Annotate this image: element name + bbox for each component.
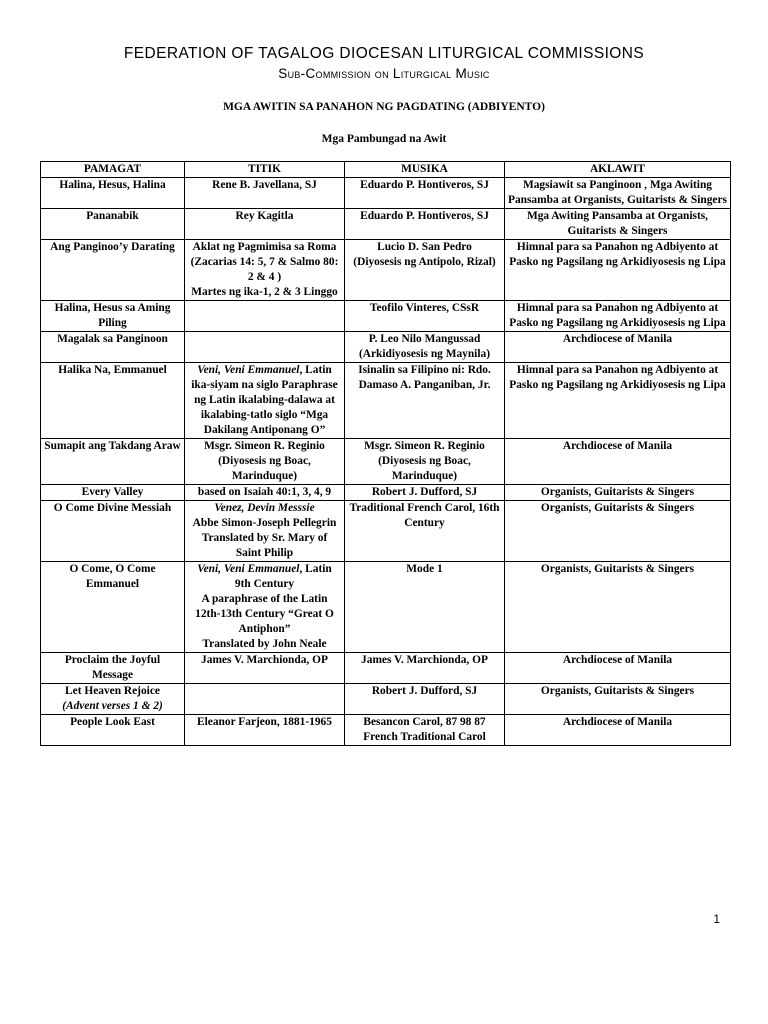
cell-musika [345,363,505,439]
cell-text: (Arkidiyosesis ng Maynila) [358,348,490,360]
cell-musika [345,501,505,562]
cell-aklawit [505,363,731,439]
cell-text: Archdiocese of Manila [562,716,673,728]
cell-text: Magsiawit sa Panginoon , Mga Awiting Pansamba at Organists, Guitarists & Singers [508,179,727,206]
cell-pamagat [41,178,185,209]
cell-aklawit [505,715,731,746]
cell-titik [185,684,345,715]
cell-aklawit [505,485,731,501]
cell-text: Himnal para sa Panahon ng Adbiyento at Pasko ng Pagsilang ng Arkidiyosesis ng Lipa [509,364,726,391]
cell-text: Organists, Guitarists & Singers [540,502,695,514]
cell-musika [345,562,505,653]
cell-text: James V. Marchionda, OP [361,654,488,666]
cell-titik [185,439,345,485]
table-row [41,715,731,746]
cell-text: Pananabik [86,210,139,222]
cell-text: Organists, Guitarists & Singers [540,685,695,697]
cell-text: Archdiocese of Manila [562,333,673,345]
cell-titik [185,332,345,363]
cell-aklawit [505,240,731,301]
cell-pamagat [41,439,185,485]
table-row [41,240,731,301]
cell-text: Archdiocese of Manila [562,654,673,666]
table-row [41,363,731,439]
cell-text: Robert J. Dufford, SJ [371,486,478,498]
cell-text: (Zacarias 14: 5, 7 & Salmo 80: 2 & 4 ) [190,256,339,283]
cell-aklawit [505,653,731,684]
cell-text: James V. Marchionda, OP [201,654,328,666]
cell-text: Traditional French Carol, 16th Century [349,502,500,529]
cell-musika [345,178,505,209]
cell-text: Eleanor Farjeon, 1881-1965 [197,716,332,728]
cell-musika [345,301,505,332]
cell-text: Robert J. Dufford, SJ [371,685,478,697]
cell-aklawit [505,301,731,332]
table-row [41,332,731,363]
cell-text: Martes ng ika-1, 2 & 3 Linggo [191,286,338,298]
cell-titik [185,562,345,653]
cell-text: Veni, Veni Emmanuel [197,563,300,575]
cell-text: Eduardo P. Hontiveros, SJ [360,210,489,222]
cell-text: Archdiocese of Manila [562,440,673,452]
cell-text: Every Valley [81,486,144,498]
cell-pamagat [41,301,185,332]
cell-pamagat [41,363,185,439]
cell-titik [185,653,345,684]
cell-pamagat [41,332,185,363]
cell-text: Rene B. Javellana, SJ [212,179,317,191]
cell-aklawit [505,501,731,562]
col-header-aklawit: AKLAWIT [505,162,731,178]
cell-text: Lucio D. San Pedro [377,241,472,253]
cell-aklawit [505,439,731,485]
cell-text: Ang Panginoo’y Darating [50,241,175,253]
cell-text: People Look East [70,716,155,728]
table-row [41,301,731,332]
cell-musika [345,209,505,240]
cell-titik [185,301,345,332]
cell-text: based on Isaiah 40:1, 3, 4, 9 [197,486,332,498]
cell-text: O Come Divine Messiah [53,502,172,514]
cell-text: Halika Na, Emmanuel [58,364,167,376]
cell-pamagat [41,485,185,501]
cell-text: Himnal para sa Panahon ng Adbiyento at Pasko ng Pagsilang ng Arkidiyosesis ng Lipa [509,241,726,268]
cell-text: Msgr. Simeon R. Reginio (Diyosesis ng Boac, Marinduque) [364,440,485,482]
cell-text: A paraphrase of the Latin 12th-13th Century “Great O Antiphon” [195,593,334,635]
cell-text: Proclaim the Joyful Message [64,654,161,681]
cell-pamagat [41,501,185,562]
col-header-titik: TITIK [185,162,345,178]
cell-titik [185,209,345,240]
cell-aklawit [505,562,731,653]
cell-text: Isinalin sa Filipino ni: Rdo. Damaso A. Panganiban, Jr. [358,364,491,391]
cell-titik [185,363,345,439]
cell-titik [185,485,345,501]
cell-musika [345,485,505,501]
cell-pamagat [41,684,185,715]
cell-text: Translated by Sr. Mary of Saint Philip [201,532,328,559]
cell-aklawit [505,332,731,363]
cell-musika [345,332,505,363]
cell-text: Teofilo Vinteres, CSsR [369,302,480,314]
cell-text: (Diyosesis ng Antipolo, Rizal) [353,256,496,268]
table-row [41,439,731,485]
cell-musika [345,715,505,746]
cell-musika [345,439,505,485]
page-number: 1 [713,912,720,926]
cell-text: Organists, Guitarists & Singers [540,563,695,575]
header-subcommission: Sub-Commission on Liturgical Music [278,66,490,81]
table-row [41,562,731,653]
cell-titik [185,715,345,746]
cell-musika [345,684,505,715]
cell-text: Mode 1 [406,563,443,575]
cell-pamagat [41,209,185,240]
cell-aklawit [505,178,731,209]
cell-titik [185,178,345,209]
cell-text: Sumapit ang Takdang Araw [44,440,181,452]
header-organization: FEDERATION OF TAGALOG DIOCESAN LITURGICAL COMMISSIONS [123,45,645,62]
cell-text: Organists, Guitarists & Singers [540,486,695,498]
document-subtitle: Mga Pambungad na Awit [321,133,447,145]
document-title: MGA AWITIN SA PANAHON NG PAGDATING (ADBIYENTO) [223,101,545,113]
cell-aklawit [505,684,731,715]
cell-text: Magalak sa Panginoon [57,333,168,345]
cell-text: Halina, Hesus sa Aming Piling [54,302,171,329]
songs-table [40,161,731,746]
cell-text: Besancon Carol, 87 98 87 French Traditional Carol [363,716,486,743]
cell-text: Veni, Veni Emmanuel [197,364,300,376]
cell-text: Msgr. Simeon R. Reginio (Diyosesis ng Boac, Marinduque) [204,440,325,482]
col-header-pamagat: PAMAGAT [41,162,185,178]
cell-text: (Advent verses 1 & 2) [62,700,163,712]
table-row [41,178,731,209]
cell-text: Aklat ng Pagmimisa sa Roma [192,241,337,253]
table-row [41,684,731,715]
table-header-row [41,162,731,178]
cell-pamagat [41,715,185,746]
cell-pamagat [41,562,185,653]
table-row [41,485,731,501]
cell-titik [185,501,345,562]
col-header-musika: MUSIKA [345,162,505,178]
cell-text: Halina, Hesus, Halina [59,179,166,191]
cell-text: Abbe Simon-Joseph Pellegrin [192,517,337,529]
cell-text: Translated by John Neale [202,638,327,650]
cell-text: , Latin 9th Century [234,563,332,590]
table-body [41,178,731,746]
cell-titik [185,240,345,301]
cell-text: O Come, O Come Emmanuel [69,563,156,590]
table-row [41,653,731,684]
cell-text: Venez, Devin Messsie [214,502,315,514]
cell-text: , Latin ika-siyam na siglo Paraphrase ng Latin ikalabing-dalawa at ikalabing-tatlo siglo “Mga Dakilang Antiponang O” [191,364,338,436]
table-row [41,209,731,240]
cell-text: Let Heaven Rejoice [65,685,160,697]
cell-pamagat [41,653,185,684]
cell-musika [345,240,505,301]
cell-aklawit [505,209,731,240]
cell-pamagat [41,240,185,301]
table-row [41,501,731,562]
cell-text: P. Leo Nilo Mangussad [368,333,481,345]
cell-text: Eduardo P. Hontiveros, SJ [360,179,489,191]
cell-text: Rey Kagitla [235,210,294,222]
cell-musika [345,653,505,684]
cell-text: Himnal para sa Panahon ng Adbiyento at Pasko ng Pagsilang ng Arkidiyosesis ng Lipa [509,302,726,329]
cell-text: Mga Awiting Pansamba at Organists, Guitarists & Singers [526,210,709,237]
